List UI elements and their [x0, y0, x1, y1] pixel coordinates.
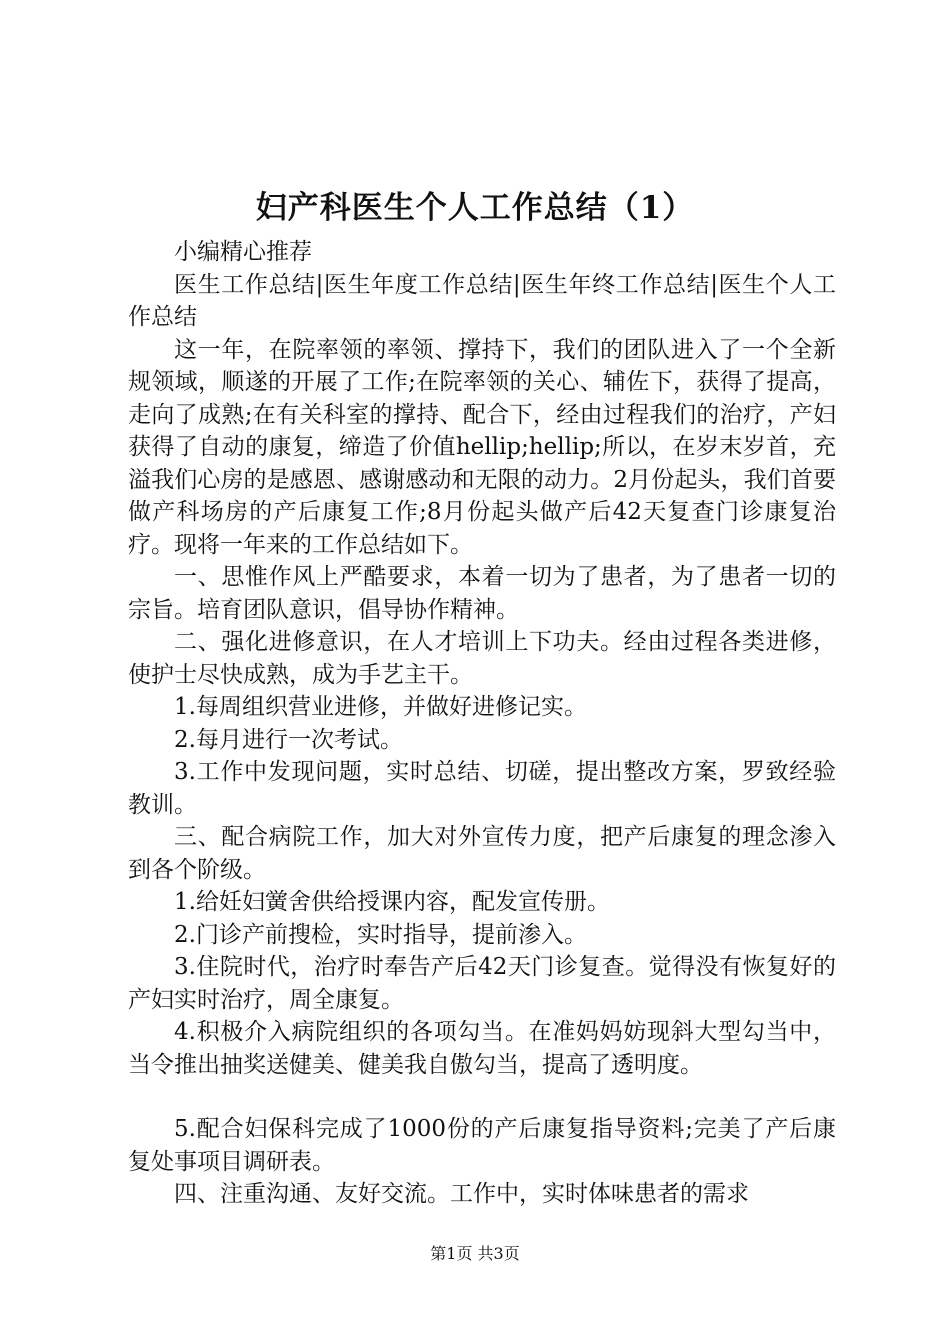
- paragraph-item: 3.工作中发现问题，实时总结、切磋，提出整改方案，罗致经验教训。: [128, 759, 836, 818]
- paragraph-item: 1.给妊妇黉舍供给授课内容，配发宣传册。: [174, 889, 610, 915]
- paragraph-section-1: 一、思惟作风上严酷要求，本着一切为了患者，为了患者一切的宗旨。培育团队意识，倡导协作精神。: [128, 564, 836, 623]
- page-footer: 第1页 共3页: [430, 1244, 520, 1263]
- paragraph-recommend: 小编精心推荐: [174, 239, 312, 265]
- paragraph-item: 2.门诊产前搜检，实时指导，提前渗入。: [174, 921, 587, 948]
- paragraph-section-2: 二、强化进修意识，在人才培训上下功夫。经由过程各类进修，使护士尽快成熟，成为手艺主干。: [128, 629, 836, 688]
- document-body: [128, 236, 836, 1211]
- paragraph-item: 2.每月进行一次考试。: [174, 726, 403, 753]
- paragraph-intro: 这一年，在院率领的率领、撑持下，我们的团队进入了一个全新规领域，顺遂的开展了工作;在院率领的关心、辅佐下，获得了提高，走向了成熟;在有关科室的撑持、配合下，经由过程我们的治疗，产妇获得了自动的康复，缔造了价值hellip;hellip;所以，在岁末岁首，充溢我们心房的是感恩、感谢感动和无限的动力。2月份起头，我们首要做产科场房的产后康复工作;8月份起头做产后42天复查门诊康复治疗。现将一年来的工作总结如下。: [128, 336, 836, 558]
- paragraph-item: 3.住院时代，治疗时奉告产后42天门诊复查。觉得没有恢复好的产妇实时治疗，周全康复。: [128, 954, 836, 1013]
- paragraph-section-4: 四、注重沟通、友好交流。工作中，实时体味患者的需求: [174, 1181, 749, 1207]
- document-title: 妇产科医生个人工作总结（1）: [255, 190, 695, 226]
- paragraph-tags: 医生工作总结|医生年度工作总结|医生年终工作总结|医生个人工作总结: [128, 271, 836, 330]
- paragraph-item: 5.配合妇保科完成了1000份的产后康复指导资料;完美了产后康复处事项目调研表。: [128, 1116, 836, 1175]
- paragraph-item: 4.积极介入病院组织的各项勾当。在准妈妈妨现斜大型勾当中，当令推出抽奖送健美、健美我自傲勾当，提高了透明度。: [128, 1019, 836, 1078]
- paragraph-item: 1.每周组织营业进修，并做好进修记实。: [174, 694, 587, 720]
- paragraph-section-3: 三、配合病院工作，加大对外宣传力度，把产后康复的理念渗入到各个阶级。: [128, 824, 836, 883]
